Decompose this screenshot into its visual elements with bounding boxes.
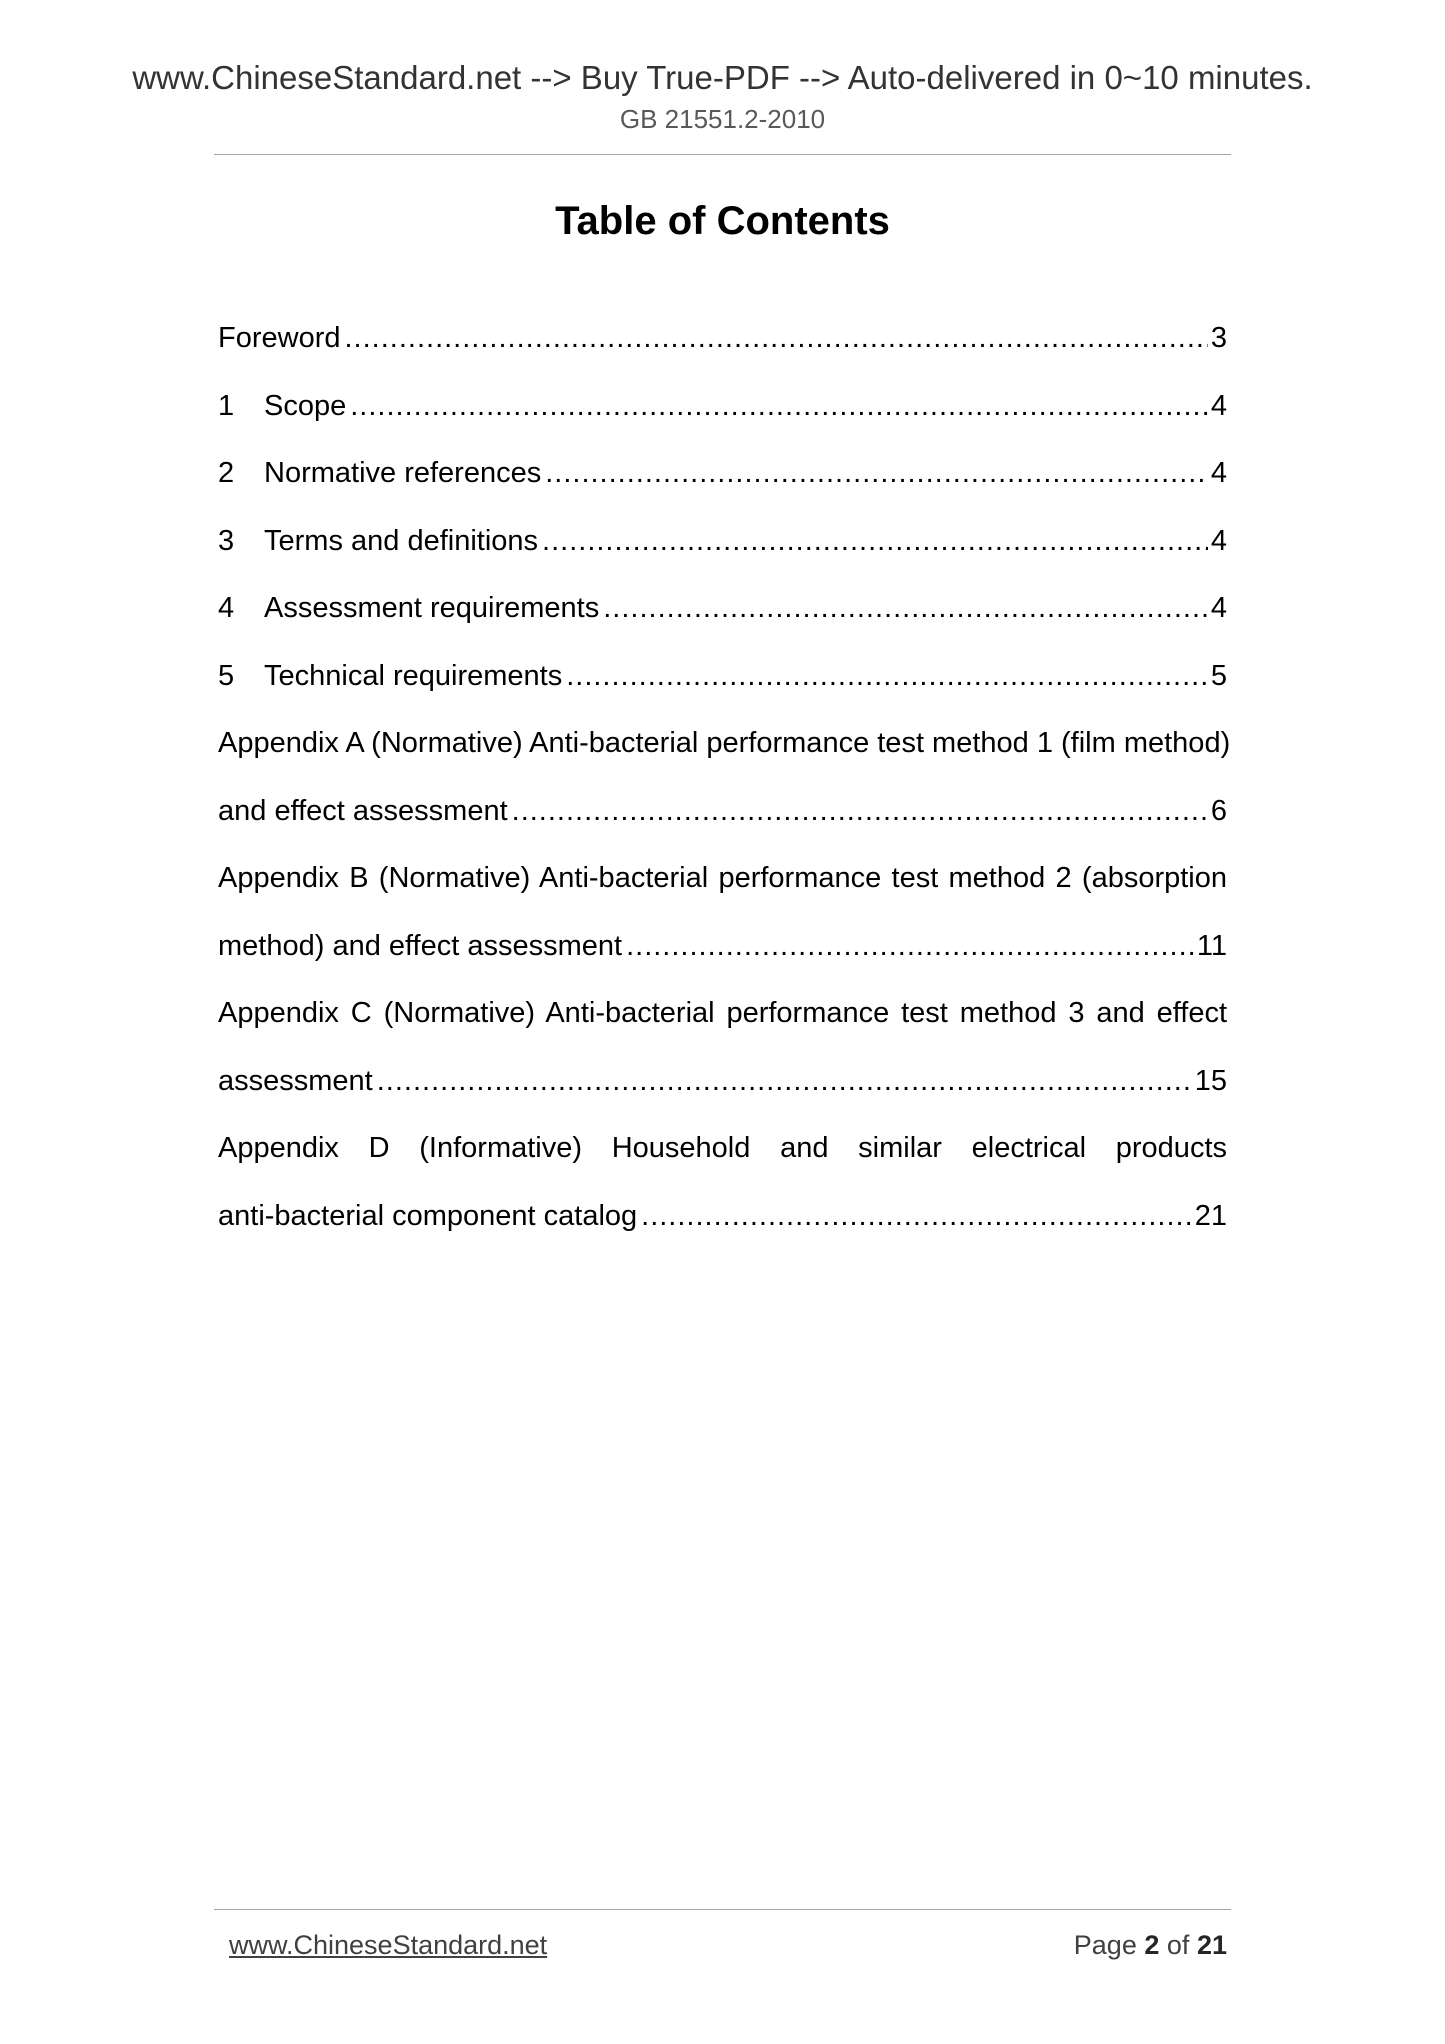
- toc-entry-line: [218, 778, 1227, 846]
- footer-website-link[interactable]: www.ChineseStandard.net: [229, 1930, 548, 1960]
- toc-entry-number: 1: [218, 389, 235, 422]
- toc-entry-text: Assessment requirements: [264, 592, 600, 624]
- toc-entry-text: Appendix D (Informative) Household and similar electrical products: [218, 1132, 1227, 1164]
- page-number: [1074, 1928, 1227, 1962]
- toc-dot-leader: [626, 913, 1194, 981]
- toc-entry-page: 3: [1210, 322, 1227, 354]
- toc-dot-leader: [641, 1183, 1192, 1251]
- top-banner: www.ChineseStandard.net --> Buy True-PDF --> Auto-delivered in 0~10 minutes.: [132, 59, 1313, 96]
- toc-entry-page: 21: [1194, 1199, 1227, 1232]
- page-of-label: of: [1166, 1930, 1190, 1960]
- toc-entry-number: 2: [218, 457, 235, 489]
- table-of-contents: [218, 305, 1231, 1250]
- toc-entry-page: 15: [1194, 1064, 1227, 1097]
- toc-entry-assessment-requirements[interactable]: [218, 575, 1227, 643]
- toc-entry-line: [218, 1183, 1227, 1251]
- page-title: Table of Contents: [555, 199, 890, 243]
- header-divider: [214, 154, 1231, 155]
- toc-dot-leader: [512, 778, 1208, 846]
- toc-entry-page: 6: [1210, 794, 1227, 827]
- footer-divider: [214, 1909, 1231, 1910]
- toc-entry-text: Normative references: [264, 457, 542, 489]
- toc-entry-text: Appendix C (Normative) Anti-bacterial performance test method 3 and effect: [218, 997, 1227, 1029]
- toc-entry-text: assessment: [218, 1064, 373, 1097]
- toc-entry-page: 4: [1210, 389, 1227, 422]
- toc-entry-text: Appendix A (Normative) Anti-bacterial performance test method 1 (film method): [218, 727, 1231, 759]
- toc-dot-leader: [542, 508, 1208, 576]
- toc-entry-text: and effect assessment: [218, 794, 508, 827]
- toc-entry-line: [218, 913, 1227, 981]
- toc-entry-technical-requirements[interactable]: [218, 643, 1227, 711]
- toc-entry-line: [218, 1048, 1227, 1116]
- page-current: 2: [1144, 1930, 1160, 1960]
- toc-entry-text: method) and effect assessment: [218, 929, 623, 962]
- toc-entry-page: 4: [1210, 524, 1227, 557]
- toc-dot-leader: [566, 643, 1208, 711]
- toc-entry-appendix-d[interactable]: [218, 1115, 1227, 1250]
- toc-entry-scope[interactable]: [218, 373, 1227, 441]
- toc-entry-terms-and-definitions[interactable]: [218, 508, 1227, 576]
- toc-entry-normative-references[interactable]: [218, 440, 1227, 508]
- page-total: 21: [1196, 1930, 1227, 1960]
- toc-dot-leader: [377, 1048, 1192, 1116]
- toc-entry-text: Foreword: [218, 322, 341, 354]
- toc-entry-appendix-a[interactable]: [218, 710, 1231, 845]
- toc-entry-text: Appendix B (Normative) Anti-bacterial performance test method 2 (absorption: [218, 862, 1227, 894]
- toc-entry-foreword[interactable]: [218, 305, 1227, 373]
- document-code: GB 21551.2-2010: [619, 104, 826, 134]
- toc-entry-number: 5: [218, 659, 235, 692]
- toc-entry-text: Terms and definitions: [264, 524, 539, 557]
- toc-entry-number: 3: [218, 524, 235, 557]
- toc-entry-appendix-c[interactable]: [218, 980, 1227, 1115]
- toc-entry-line: [218, 710, 1231, 778]
- toc-entry-appendix-b[interactable]: [218, 845, 1227, 980]
- toc-entry-page: 4: [1210, 457, 1227, 489]
- toc-dot-leader: [350, 373, 1208, 441]
- page-label: Page: [1073, 1930, 1137, 1960]
- toc-entry-page: 11: [1196, 929, 1227, 962]
- toc-dot-leader: [603, 575, 1208, 643]
- toc-entry-page: 5: [1210, 659, 1227, 692]
- toc-dot-leader: [345, 305, 1208, 373]
- toc-entry-page: 4: [1210, 592, 1227, 624]
- toc-entry-text: Scope: [264, 389, 347, 422]
- toc-entry-text: Technical requirements: [264, 659, 563, 692]
- toc-entry-number: 4: [218, 592, 235, 624]
- toc-entry-text: anti-bacterial component catalog: [218, 1199, 638, 1232]
- toc-dot-leader: [545, 440, 1208, 508]
